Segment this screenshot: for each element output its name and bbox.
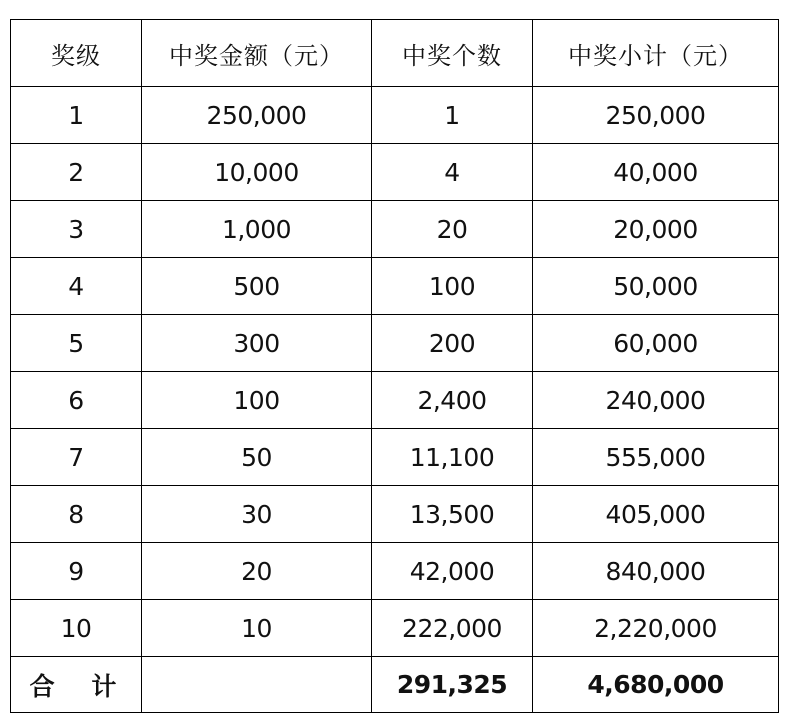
cell-prize-level: 2 — [11, 144, 142, 201]
total-subtotal: 4,680,000 — [533, 657, 779, 713]
cell-prize-amount: 30 — [142, 486, 372, 543]
cell-prize-amount: 100 — [142, 372, 372, 429]
header-prize-level: 奖级 — [11, 20, 142, 87]
cell-prize-count: 13,500 — [372, 486, 533, 543]
cell-prize-level: 8 — [11, 486, 142, 543]
header-prize-subtotal: 中奖小计（元） — [533, 20, 779, 87]
cell-prize-subtotal: 20,000 — [533, 201, 779, 258]
cell-prize-level: 3 — [11, 201, 142, 258]
cell-prize-amount: 10,000 — [142, 144, 372, 201]
table-row — [11, 372, 779, 429]
cell-prize-amount: 300 — [142, 315, 372, 372]
table-header-row — [11, 20, 779, 87]
cell-prize-level: 4 — [11, 258, 142, 315]
total-count: 291,325 — [372, 657, 533, 713]
total-amount-cell — [142, 657, 372, 713]
table-row — [11, 201, 779, 258]
cell-prize-subtotal: 60,000 — [533, 315, 779, 372]
table-row — [11, 87, 779, 144]
table-body — [11, 87, 779, 657]
cell-prize-amount: 10 — [142, 600, 372, 657]
cell-prize-subtotal: 250,000 — [533, 87, 779, 144]
cell-prize-count: 20 — [372, 201, 533, 258]
cell-prize-count: 200 — [372, 315, 533, 372]
cell-prize-level: 6 — [11, 372, 142, 429]
cell-prize-level: 5 — [11, 315, 142, 372]
cell-prize-count: 42,000 — [372, 543, 533, 600]
cell-prize-amount: 250,000 — [142, 87, 372, 144]
table-row — [11, 144, 779, 201]
total-label: 合 计 — [11, 657, 142, 713]
cell-prize-count: 4 — [372, 144, 533, 201]
cell-prize-level: 10 — [11, 600, 142, 657]
table-row — [11, 429, 779, 486]
cell-prize-subtotal: 405,000 — [533, 486, 779, 543]
cell-prize-count: 100 — [372, 258, 533, 315]
table-row — [11, 486, 779, 543]
cell-prize-subtotal: 50,000 — [533, 258, 779, 315]
cell-prize-level: 1 — [11, 87, 142, 144]
cell-prize-amount: 20 — [142, 543, 372, 600]
cell-prize-count: 222,000 — [372, 600, 533, 657]
cell-prize-subtotal: 240,000 — [533, 372, 779, 429]
table-row — [11, 258, 779, 315]
cell-prize-level: 7 — [11, 429, 142, 486]
table-row — [11, 315, 779, 372]
cell-prize-level: 9 — [11, 543, 142, 600]
header-prize-count: 中奖个数 — [372, 20, 533, 87]
cell-prize-count: 2,400 — [372, 372, 533, 429]
cell-prize-count: 1 — [372, 87, 533, 144]
cell-prize-subtotal: 840,000 — [533, 543, 779, 600]
cell-prize-subtotal: 555,000 — [533, 429, 779, 486]
prize-table — [10, 19, 779, 713]
table-total-row — [11, 657, 779, 713]
cell-prize-count: 11,100 — [372, 429, 533, 486]
table-row — [11, 543, 779, 600]
cell-prize-subtotal: 2,220,000 — [533, 600, 779, 657]
prize-table-container — [10, 19, 779, 713]
header-prize-amount: 中奖金额（元） — [142, 20, 372, 87]
table-row — [11, 600, 779, 657]
cell-prize-amount: 1,000 — [142, 201, 372, 258]
cell-prize-subtotal: 40,000 — [533, 144, 779, 201]
cell-prize-amount: 500 — [142, 258, 372, 315]
cell-prize-amount: 50 — [142, 429, 372, 486]
